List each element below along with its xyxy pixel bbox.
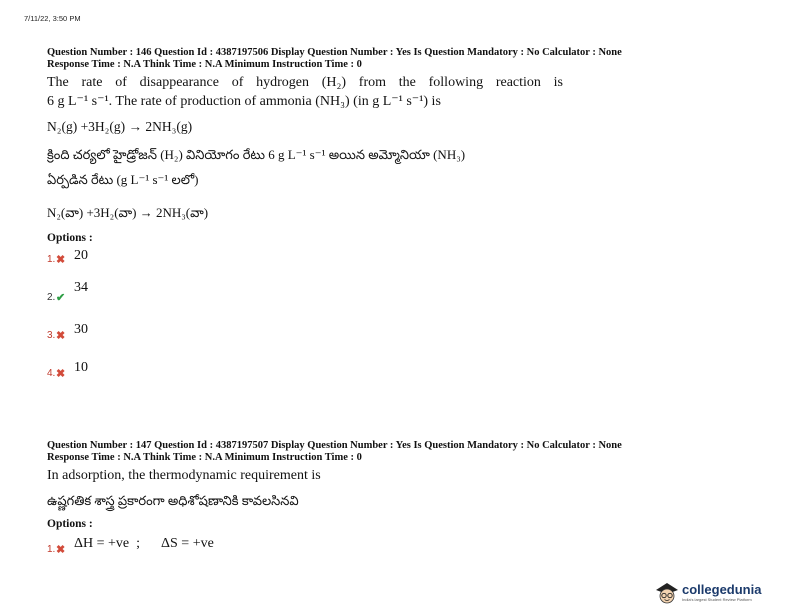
question-response-meta: Response Time : N.A Think Time : N.A Minimum Instruction Time : 0: [47, 59, 362, 70]
checkmark-icon: ✔: [56, 292, 66, 304]
option-number: 1.: [47, 254, 56, 265]
logo-brand: collegedunia: [682, 582, 762, 597]
option-number: 3.: [47, 330, 56, 341]
collegedunia-logo: [652, 580, 761, 604]
option-number: 2.: [47, 292, 56, 303]
question-line-2: 6 g L⁻¹ s⁻¹. The rate of production of ammonia (NH₃) (in g L⁻¹ s⁻¹) is: [47, 94, 441, 109]
option-number: 1.: [47, 544, 56, 555]
question-text: In adsorption, the thermodynamic requirement is: [47, 468, 321, 483]
options-label: Options :: [47, 518, 93, 530]
question-line-1: The rate of disappearance of hydrogen (H₂) from the following reaction is: [47, 75, 563, 90]
question-146: [47, 47, 747, 380]
telugu-question-line-1: ఉష్ణగతిక శాస్త్ర ప్రకారంగా అధిశోషణానికి కావలసినవి: [47, 493, 299, 508]
option-value: ΔH = +ve ; ΔS = +ve: [74, 536, 214, 551]
question-response-meta: Response Time : N.A Think Time : N.A Minimum Instruction Time : 0: [47, 452, 362, 463]
option-1: [47, 244, 747, 266]
logo-tagline: India's largest Student Review Platform: [682, 597, 752, 602]
options-label: Options :: [47, 232, 93, 244]
option-value: 30: [74, 322, 88, 337]
option-number: 4.: [47, 368, 56, 379]
option-value: 10: [74, 360, 88, 375]
cross-icon: ✖: [56, 330, 66, 342]
question-text: [47, 73, 747, 111]
timestamp: 7/11/22, 3:50 PM: [24, 14, 81, 23]
question-147: [47, 440, 747, 556]
option-1: [47, 530, 747, 556]
option-value: 20: [74, 248, 88, 263]
question-meta: Question Number : 147 Question Id : 4387197507 Display Question Number : Yes Is Question Mandatory : No Calculator : None: [47, 440, 622, 451]
telugu-question-line-2: ఏర్పడిన రేటు (g L⁻¹ s⁻¹ లలో): [47, 172, 199, 187]
telugu-reaction-equation: N₂(వా) +3H₂(వా) → 2NH₃(వా): [47, 205, 209, 220]
reaction-equation: N₂(g) +3H₂(g) → 2NH₃(g): [47, 119, 193, 134]
telugu-question-line-1: క్రింది చర్యలో హైడ్రోజన్ (H₂) వినియోగం రేటు 6 g L⁻¹ s⁻¹ అయిన అమ్మోనియా (NH₃): [47, 147, 466, 162]
cross-icon: ✖: [56, 368, 66, 380]
option-value: 34: [74, 280, 88, 295]
mascot-icon: [652, 580, 682, 604]
cross-icon: ✖: [56, 544, 66, 556]
question-meta: Question Number : 146 Question Id : 4387197506 Display Question Number : Yes Is Question Mandatory : No Calculator : None: [47, 47, 622, 58]
option-2: [47, 266, 747, 304]
option-3: [47, 304, 747, 342]
option-4: [47, 342, 747, 380]
cross-icon: ✖: [56, 254, 66, 266]
